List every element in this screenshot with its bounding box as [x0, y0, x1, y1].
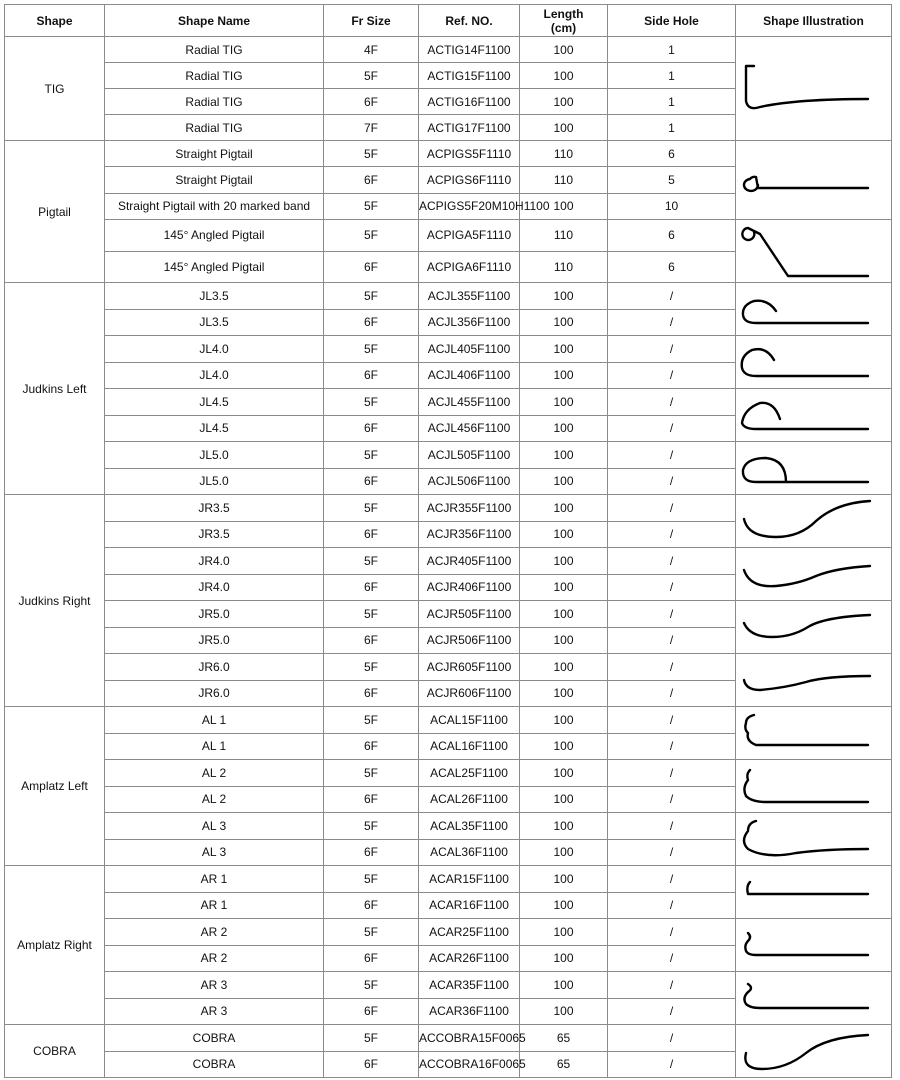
cell-side-hole: /: [608, 945, 736, 972]
cell-ref-no: ACAL15F1100: [419, 707, 520, 734]
cell-fr-size: 5F: [324, 707, 419, 734]
ar3-shape-icon: [736, 972, 884, 1024]
cell-ref-no: ACTIG16F1100: [419, 89, 520, 115]
cell-shape-name: AL 2: [105, 786, 324, 813]
cell-shape-name: AL 3: [105, 813, 324, 840]
cell-length: 100: [520, 283, 608, 310]
cell-shape-name: JR5.0: [105, 627, 324, 654]
table-row: [5, 654, 892, 681]
cell-fr-size: 5F: [324, 654, 419, 681]
cell-length: 100: [520, 389, 608, 416]
cell-side-hole: /: [608, 415, 736, 442]
cell-fr-size: 5F: [324, 601, 419, 628]
cell-ref-no: ACJR606F1100: [419, 680, 520, 707]
cell-side-hole: /: [608, 813, 736, 840]
cell-fr-size: 6F: [324, 309, 419, 336]
cell-ref-no: ACTIG14F1100: [419, 37, 520, 63]
cell-shape-name: JL4.5: [105, 389, 324, 416]
table-row: [5, 141, 892, 167]
cell-side-hole: 1: [608, 89, 736, 115]
cell-shape-name: Radial TIG: [105, 89, 324, 115]
cell-length: 110: [520, 251, 608, 283]
cell-side-hole: 6: [608, 141, 736, 167]
cell-side-hole: /: [608, 309, 736, 336]
cell-ref-no: ACAL36F1100: [419, 839, 520, 866]
cell-shape-name: JR5.0: [105, 601, 324, 628]
group-judkins-right: Judkins Right: [5, 495, 105, 707]
cell-length: 100: [520, 760, 608, 787]
cell-fr-size: 6F: [324, 89, 419, 115]
cell-fr-size: 5F: [324, 919, 419, 946]
cell-shape-name: JR3.5: [105, 495, 324, 522]
cell-ref-no: ACAR16F1100: [419, 892, 520, 919]
cell-length: 100: [520, 442, 608, 469]
cell-shape-name: JL4.0: [105, 336, 324, 363]
cell-fr-size: 6F: [324, 786, 419, 813]
cell-shape-name: JR6.0: [105, 654, 324, 681]
straight-pigtail-shape-icon: [736, 141, 884, 219]
illustration-straight-pigtail: [736, 141, 892, 220]
cell-shape-name: JR6.0: [105, 680, 324, 707]
illustration-ar1: [736, 866, 892, 919]
cell-shape-name: Radial TIG: [105, 63, 324, 89]
cell-fr-size: 6F: [324, 733, 419, 760]
cell-side-hole: /: [608, 362, 736, 389]
cell-side-hole: /: [608, 627, 736, 654]
table-row: [5, 442, 892, 469]
cell-ref-no: ACJR406F1100: [419, 574, 520, 601]
cell-side-hole: 10: [608, 193, 736, 219]
cell-length: 100: [520, 601, 608, 628]
cell-side-hole: /: [608, 892, 736, 919]
cell-side-hole: /: [608, 998, 736, 1025]
illustration-ar3: [736, 972, 892, 1025]
cell-length: 100: [520, 89, 608, 115]
illustration-jr50: [736, 601, 892, 654]
cell-shape-name: AR 1: [105, 866, 324, 893]
cell-ref-no: ACJR506F1100: [419, 627, 520, 654]
cell-ref-no: ACJL506F1100: [419, 468, 520, 495]
cell-fr-size: 5F: [324, 336, 419, 363]
cell-fr-size: 5F: [324, 1025, 419, 1052]
cell-length: 110: [520, 141, 608, 167]
cell-side-hole: /: [608, 760, 736, 787]
cell-length: 100: [520, 336, 608, 363]
cell-fr-size: 6F: [324, 998, 419, 1025]
cell-fr-size: 6F: [324, 251, 419, 283]
illustration-angled-pigtail: [736, 220, 892, 283]
cell-length: 100: [520, 707, 608, 734]
cell-fr-size: 5F: [324, 220, 419, 252]
cell-shape-name: Radial TIG: [105, 115, 324, 141]
cell-length: 100: [520, 495, 608, 522]
cell-ref-no: ACAL35F1100: [419, 813, 520, 840]
cell-ref-no: ACJR605F1100: [419, 654, 520, 681]
cell-ref-no: ACCOBRA16F0065: [419, 1051, 520, 1078]
header-fr-size: Fr Size: [324, 5, 419, 37]
cell-ref-no: ACJR505F1100: [419, 601, 520, 628]
cell-shape-name: JR3.5: [105, 521, 324, 548]
cell-length: 100: [520, 919, 608, 946]
cell-length: 100: [520, 309, 608, 336]
group-tig: TIG: [5, 37, 105, 141]
cell-shape-name: AR 3: [105, 998, 324, 1025]
header-shape-illustration: Shape Illustration: [736, 5, 892, 37]
cell-length: 100: [520, 193, 608, 219]
cell-side-hole: /: [608, 495, 736, 522]
cell-fr-size: 6F: [324, 574, 419, 601]
header-length: [520, 5, 608, 37]
group-judkins-left: Judkins Left: [5, 283, 105, 495]
al3-shape-icon: [736, 813, 884, 865]
illustration-cobra: [736, 1025, 892, 1078]
illustration-jl45: [736, 389, 892, 442]
cell-ref-no: ACJL356F1100: [419, 309, 520, 336]
jl50-shape-icon: [736, 442, 884, 494]
illustration-al3: [736, 813, 892, 866]
cell-ref-no: ACPIGS5F20M10H1100: [419, 193, 520, 219]
cell-side-hole: /: [608, 442, 736, 469]
header-length-line2: (cm): [550, 20, 577, 35]
ar2-shape-icon: [736, 919, 884, 971]
cell-shape-name: AR 3: [105, 972, 324, 999]
angled-pigtail-shape-icon: [736, 220, 884, 282]
cell-shape-name: COBRA: [105, 1025, 324, 1052]
cell-ref-no: ACAR36F1100: [419, 998, 520, 1025]
illustration-radial-tig: [736, 37, 892, 141]
al2-shape-icon: [736, 760, 884, 812]
cell-ref-no: ACAR25F1100: [419, 919, 520, 946]
cell-shape-name: AL 1: [105, 733, 324, 760]
group-amplatz-left: Amplatz Left: [5, 707, 105, 866]
cell-fr-size: 6F: [324, 415, 419, 442]
cell-fr-size: 6F: [324, 1051, 419, 1078]
cell-side-hole: /: [608, 786, 736, 813]
cell-shape-name: AR 2: [105, 919, 324, 946]
cell-fr-size: 5F: [324, 442, 419, 469]
cell-length: 100: [520, 115, 608, 141]
header-shape: Shape: [5, 5, 105, 37]
cell-length: 100: [520, 63, 608, 89]
cell-ref-no: ACPIGA6F1110: [419, 251, 520, 283]
jl35-shape-icon: [736, 283, 884, 335]
cell-ref-no: ACJL406F1100: [419, 362, 520, 389]
jl40-shape-icon: [736, 336, 884, 388]
cell-length: 100: [520, 680, 608, 707]
cell-length: 100: [520, 574, 608, 601]
illustration-jl50: [736, 442, 892, 495]
cell-length: 100: [520, 468, 608, 495]
cell-ref-no: ACPIGS5F1110: [419, 141, 520, 167]
cell-length: 110: [520, 220, 608, 252]
cell-ref-no: ACTIG15F1100: [419, 63, 520, 89]
cell-ref-no: ACAR15F1100: [419, 866, 520, 893]
cell-fr-size: 6F: [324, 839, 419, 866]
cell-side-hole: /: [608, 866, 736, 893]
cell-shape-name: JL4.5: [105, 415, 324, 442]
cell-side-hole: /: [608, 574, 736, 601]
cell-length: 100: [520, 813, 608, 840]
table-row: [5, 813, 892, 840]
cell-ref-no: ACJR405F1100: [419, 548, 520, 575]
header-side-hole: Side Hole: [608, 5, 736, 37]
cell-length: 100: [520, 839, 608, 866]
table-row: [5, 283, 892, 310]
cell-side-hole: /: [608, 283, 736, 310]
cell-ref-no: ACJR356F1100: [419, 521, 520, 548]
cell-fr-size: 6F: [324, 680, 419, 707]
cell-side-hole: /: [608, 1051, 736, 1078]
cell-ref-no: ACAR26F1100: [419, 945, 520, 972]
table-row: [5, 1025, 892, 1052]
header-shape-name: Shape Name: [105, 5, 324, 37]
illustration-jl35: [736, 283, 892, 336]
table-row: [5, 972, 892, 999]
cell-side-hole: /: [608, 680, 736, 707]
cell-fr-size: 4F: [324, 37, 419, 63]
jr60-shape-icon: [736, 654, 884, 706]
cell-shape-name: JL5.0: [105, 468, 324, 495]
cell-ref-no: ACJL455F1100: [419, 389, 520, 416]
cell-ref-no: ACJL505F1100: [419, 442, 520, 469]
cell-length: 100: [520, 786, 608, 813]
table-row: [5, 495, 892, 522]
cell-side-hole: 6: [608, 220, 736, 252]
illustration-jl40: [736, 336, 892, 389]
jr40-shape-icon: [736, 548, 884, 600]
illustration-al1: [736, 707, 892, 760]
cell-side-hole: 1: [608, 115, 736, 141]
cell-shape-name: Straight Pigtail with 20 marked band: [105, 193, 324, 219]
cell-shape-name: AL 3: [105, 839, 324, 866]
cell-fr-size: 6F: [324, 521, 419, 548]
illustration-jr60: [736, 654, 892, 707]
cobra-shape-icon: [736, 1025, 884, 1077]
cell-length: 100: [520, 733, 608, 760]
cell-side-hole: /: [608, 972, 736, 999]
table-row: [5, 866, 892, 893]
cell-ref-no: ACJL405F1100: [419, 336, 520, 363]
al1-shape-icon: [736, 707, 884, 759]
cell-fr-size: 5F: [324, 548, 419, 575]
group-pigtail: Pigtail: [5, 141, 105, 283]
cell-length: 100: [520, 998, 608, 1025]
illustration-jr40: [736, 548, 892, 601]
cell-fr-size: 7F: [324, 115, 419, 141]
table-row: [5, 336, 892, 363]
cell-shape-name: JR4.0: [105, 548, 324, 575]
cell-side-hole: /: [608, 839, 736, 866]
cell-fr-size: 5F: [324, 389, 419, 416]
jl45-shape-icon: [736, 389, 884, 441]
cell-fr-size: 5F: [324, 193, 419, 219]
cell-shape-name: AR 1: [105, 892, 324, 919]
group-amplatz-right: Amplatz Right: [5, 866, 105, 1025]
cell-fr-size: 6F: [324, 627, 419, 654]
cell-shape-name: JL3.5: [105, 283, 324, 310]
cell-length: 100: [520, 37, 608, 63]
table-row: [5, 548, 892, 575]
cell-shape-name: 145° Angled Pigtail: [105, 220, 324, 252]
cell-shape-name: Straight Pigtail: [105, 141, 324, 167]
cell-side-hole: 5: [608, 167, 736, 193]
cell-length: 65: [520, 1051, 608, 1078]
cell-side-hole: /: [608, 707, 736, 734]
cell-shape-name: JL5.0: [105, 442, 324, 469]
cell-side-hole: /: [608, 336, 736, 363]
cell-side-hole: /: [608, 468, 736, 495]
header-length-line1: Length: [543, 6, 584, 21]
cell-side-hole: /: [608, 919, 736, 946]
cell-side-hole: 6: [608, 251, 736, 283]
jr50-shape-icon: [736, 601, 884, 653]
cell-fr-size: 5F: [324, 760, 419, 787]
table-row: [5, 601, 892, 628]
cell-shape-name: AL 2: [105, 760, 324, 787]
cell-fr-size: 5F: [324, 972, 419, 999]
cell-shape-name: AL 1: [105, 707, 324, 734]
cell-length: 100: [520, 866, 608, 893]
table-row: [5, 919, 892, 946]
header-ref-no: Ref. NO.: [419, 5, 520, 37]
header-row: [5, 5, 892, 37]
cell-shape-name: Straight Pigtail: [105, 167, 324, 193]
cell-side-hole: /: [608, 389, 736, 416]
table-row: [5, 37, 892, 63]
cell-side-hole: /: [608, 601, 736, 628]
cell-side-hole: /: [608, 521, 736, 548]
ar1-shape-icon: [736, 866, 884, 918]
cell-shape-name: AR 2: [105, 945, 324, 972]
illustration-al2: [736, 760, 892, 813]
cell-shape-name: COBRA: [105, 1051, 324, 1078]
cell-side-hole: 1: [608, 63, 736, 89]
cell-ref-no: ACAR35F1100: [419, 972, 520, 999]
cell-fr-size: 5F: [324, 495, 419, 522]
cell-length: 100: [520, 654, 608, 681]
cell-length: 100: [520, 972, 608, 999]
cell-fr-size: 5F: [324, 63, 419, 89]
cell-side-hole: /: [608, 733, 736, 760]
cell-length: 100: [520, 362, 608, 389]
cell-ref-no: ACCOBRA15F0065: [419, 1025, 520, 1052]
cell-ref-no: ACPIGS6F1110: [419, 167, 520, 193]
cell-fr-size: 5F: [324, 866, 419, 893]
cell-side-hole: /: [608, 1025, 736, 1052]
cell-side-hole: 1: [608, 37, 736, 63]
cell-side-hole: /: [608, 654, 736, 681]
cell-length: 100: [520, 415, 608, 442]
cell-fr-size: 6F: [324, 167, 419, 193]
cell-side-hole: /: [608, 548, 736, 575]
illustration-ar2: [736, 919, 892, 972]
cell-fr-size: 5F: [324, 141, 419, 167]
cell-ref-no: ACAL26F1100: [419, 786, 520, 813]
table-row: [5, 389, 892, 416]
table-row: [5, 760, 892, 787]
cell-ref-no: ACAL25F1100: [419, 760, 520, 787]
cell-length: 100: [520, 892, 608, 919]
cell-ref-no: ACPIGA5F1110: [419, 220, 520, 252]
jr35-shape-icon: [736, 495, 884, 547]
cell-fr-size: 6F: [324, 892, 419, 919]
cell-length: 65: [520, 1025, 608, 1052]
cell-ref-no: ACJR355F1100: [419, 495, 520, 522]
cell-shape-name: 145° Angled Pigtail: [105, 251, 324, 283]
cell-ref-no: ACAL16F1100: [419, 733, 520, 760]
cell-shape-name: Radial TIG: [105, 37, 324, 63]
cell-shape-name: JL3.5: [105, 309, 324, 336]
cell-length: 110: [520, 167, 608, 193]
cell-length: 100: [520, 627, 608, 654]
cell-fr-size: 6F: [324, 362, 419, 389]
group-cobra: COBRA: [5, 1025, 105, 1078]
cell-length: 100: [520, 548, 608, 575]
cell-length: 100: [520, 945, 608, 972]
catheter-spec-table: [4, 4, 892, 1078]
radial-tig-shape-icon: [736, 39, 884, 139]
cell-fr-size: 6F: [324, 468, 419, 495]
illustration-jr35: [736, 495, 892, 548]
cell-ref-no: ACJL355F1100: [419, 283, 520, 310]
cell-ref-no: ACJL456F1100: [419, 415, 520, 442]
cell-shape-name: JL4.0: [105, 362, 324, 389]
cell-ref-no: ACTIG17F1100: [419, 115, 520, 141]
cell-fr-size: 6F: [324, 945, 419, 972]
table-row: [5, 707, 892, 734]
cell-length: 100: [520, 521, 608, 548]
table-row: [5, 220, 892, 252]
cell-fr-size: 5F: [324, 813, 419, 840]
cell-fr-size: 5F: [324, 283, 419, 310]
cell-shape-name: JR4.0: [105, 574, 324, 601]
